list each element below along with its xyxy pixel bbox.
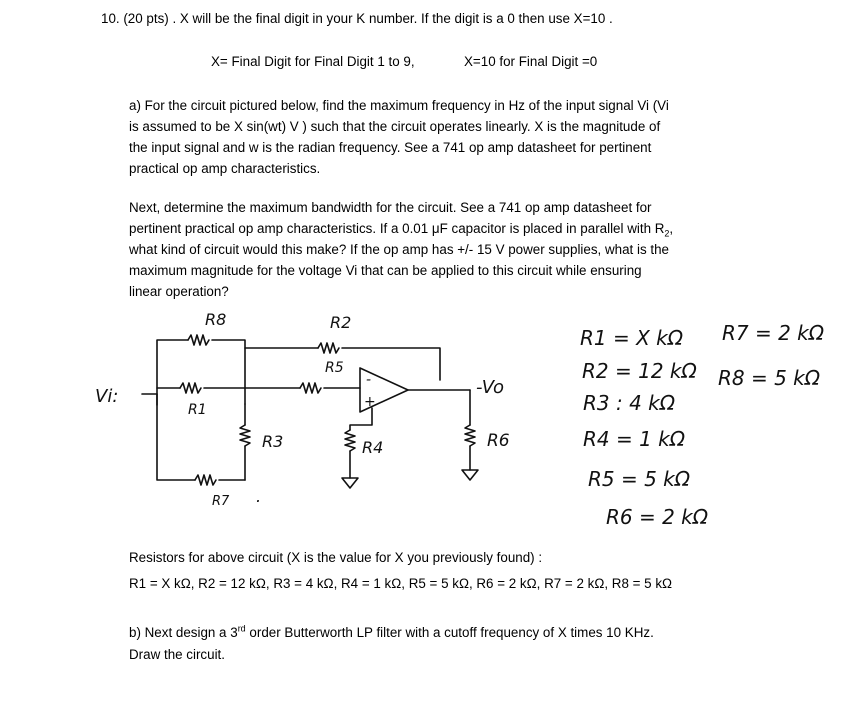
- superscript: rd: [237, 623, 246, 634]
- ground-symbol: [462, 470, 478, 480]
- label-minus: -: [366, 372, 372, 388]
- value-r8: R8 = 5 kΩ: [718, 366, 821, 390]
- x-rule-a: X= Final Digit for Final Digit 1 to 9,: [211, 54, 415, 69]
- label-plus: +: [364, 394, 376, 410]
- part-a-line: a) For the circuit pictured below, find the maximum frequency in Hz of the input signal Vi (Vi: [129, 98, 669, 113]
- label-vo: -Vo: [476, 377, 505, 398]
- wire: [212, 340, 245, 404]
- resistor-list: R1 = X kΩ, R2 = 12 kΩ, R3 = 4 kΩ, R4 = 1 kΩ, R5 = 5 kΩ, R6 = 2 kΩ, R7 = 2 kΩ, R8 = 5 kΩ: [129, 576, 673, 591]
- value-r6: R6 = 2 kΩ: [606, 505, 709, 529]
- part-a-line: is assumed to be X sin(wt) V ) such that the circuit operates linearly. X is the magnitude of: [129, 119, 661, 134]
- value-r7: R7 = 2 kΩ: [722, 321, 825, 345]
- line-text: order Butterworth LP filter with a cutoff frequency of X times 10 KHz.: [245, 625, 654, 640]
- part-b-line2: Draw the circuit.: [129, 647, 225, 662]
- resistor-r8: [188, 335, 209, 345]
- resistor-r4: [345, 430, 355, 451]
- label-r4: R4: [362, 438, 384, 457]
- value-r1: R1 = X kΩ: [580, 326, 684, 350]
- question-header: 10. (20 pts) . X will be the final digit in your K number. If the digit is a 0 then use X=10 .: [101, 11, 613, 26]
- label-r6: R6: [487, 431, 510, 451]
- wire: [157, 340, 188, 405]
- part-next-line: what kind of circuit would this make? If the op amp has +/- 15 V power supplies, what is the: [129, 242, 669, 257]
- part-b-line: [129, 622, 654, 643]
- label-vi: Vi:: [95, 386, 119, 407]
- ground-symbol: [342, 478, 358, 488]
- part-a-line: the input signal and w is the radian frequency. See a 741 op amp datasheet for pertinent: [129, 140, 652, 155]
- label-r7: R7: [212, 494, 230, 509]
- resistor-r3: [240, 425, 250, 446]
- value-r4: R4 = 1 kΩ: [583, 427, 686, 451]
- line-text: pertinent practical op amp characteristics. If a 0.01 μF capacitor is placed in parallel with R: [129, 221, 665, 236]
- value-r3: R3 : 4 kΩ: [583, 391, 676, 415]
- resistor-r2: [318, 343, 339, 353]
- resistor-r5: [300, 383, 321, 393]
- x-rule-b: X=10 for Final Digit =0: [464, 54, 598, 69]
- label-r2: R2: [330, 313, 352, 332]
- line-text: ,: [669, 221, 674, 236]
- part-next-line: maximum magnitude for the voltage Vi that can be applied to this circuit while ensuring: [129, 263, 642, 278]
- label-r3: R3: [262, 432, 284, 451]
- line-text: b) Next design a 3: [129, 625, 238, 640]
- part-next-line: linear operation?: [129, 284, 229, 299]
- label-r5: R5: [325, 360, 344, 376]
- part-next-line: Next, determine the maximum bandwidth for the circuit. See a 741 op amp datasheet for: [129, 200, 652, 215]
- wire: [342, 348, 440, 380]
- value-r2: R2 = 12 kΩ: [582, 359, 697, 383]
- subscript: 2: [664, 228, 670, 239]
- resistor-r7: [195, 475, 216, 485]
- part-a-line: practical op amp characteristics.: [129, 161, 321, 176]
- resistor-intro: Resistors for above circuit (X is the value for X you previously found) :: [129, 550, 543, 565]
- value-r5: R5 = 5 kΩ: [588, 467, 691, 491]
- label-r1: R1: [188, 402, 207, 418]
- resistor-r6: [465, 425, 475, 446]
- label-dot: .: [256, 487, 262, 506]
- label-r8: R8: [205, 310, 227, 329]
- resistor-r1: [180, 383, 201, 393]
